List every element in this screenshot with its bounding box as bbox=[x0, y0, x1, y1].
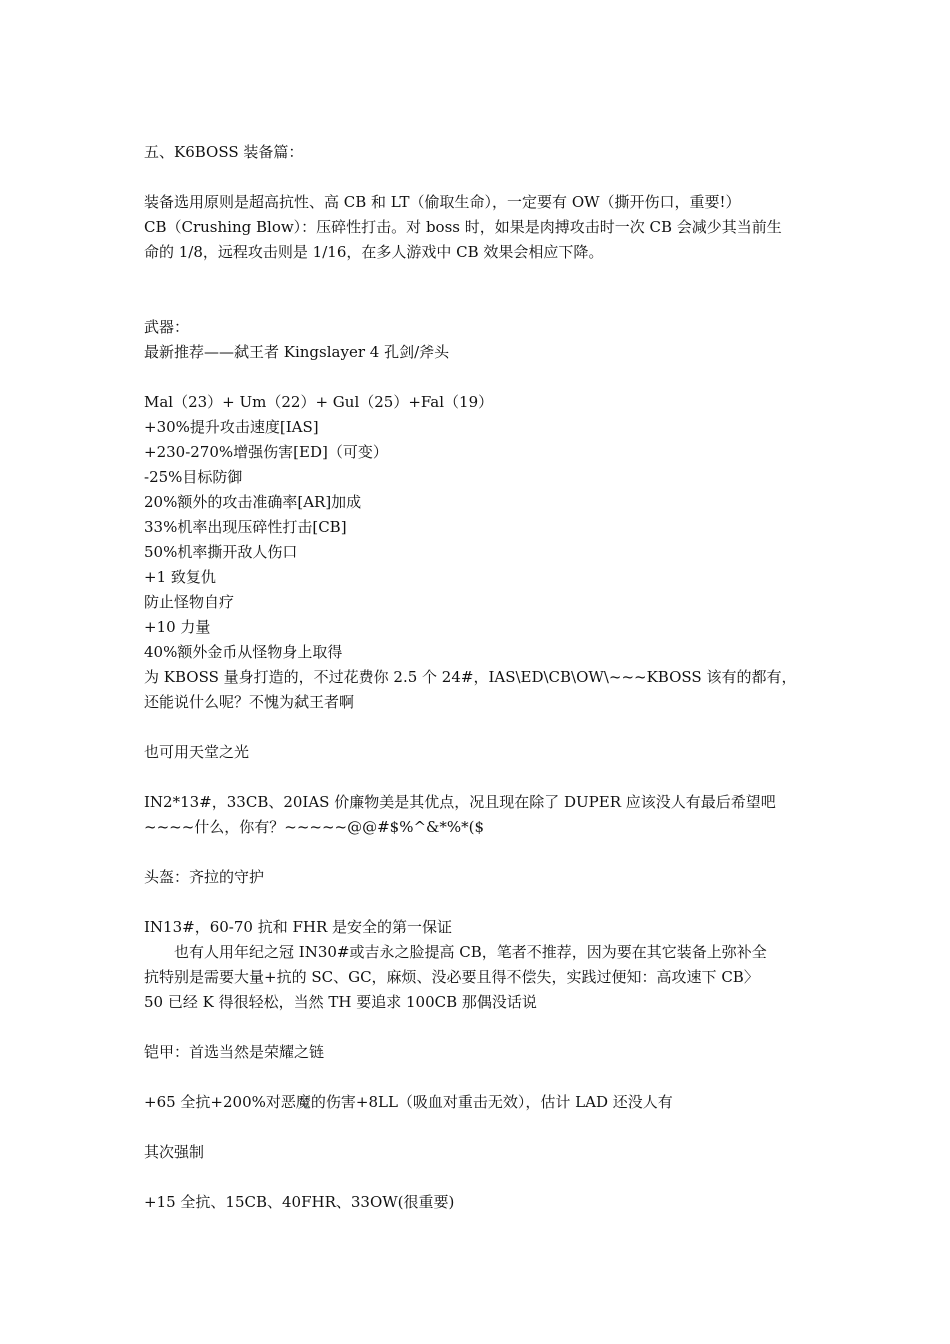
armor-second-line: +15 全抗、15CB、40FHR、33OW(很重要) bbox=[144, 1193, 455, 1211]
weapon-stat: -25%目标防御 bbox=[144, 468, 243, 486]
weapon-stat: +1 致复仇 bbox=[144, 568, 216, 586]
section-title: 五、K6BOSS 装备篇： bbox=[144, 143, 304, 161]
weapon-recommend: 最新推荐——弑王者 Kingslayer 4 孔剑/斧头 bbox=[144, 343, 450, 361]
principle-line: 命的 1/8，远程攻击则是 1/16，在多人游戏中 CB 效果会相应下降。 bbox=[144, 243, 604, 261]
alt-weapon-comment: ~~~~什么，你有？~~~~~@@#$%^&*%*($ bbox=[144, 818, 485, 836]
spacer bbox=[144, 265, 810, 315]
spacer bbox=[144, 1165, 810, 1190]
weapon-stat: +230-270%增强伤害[ED]（可变） bbox=[144, 443, 388, 461]
spacer bbox=[144, 715, 810, 740]
weapon-stat: 50%机率撕开敌人伤口 bbox=[144, 543, 298, 561]
document-body bbox=[144, 140, 810, 1215]
spacer bbox=[144, 1115, 810, 1140]
spacer bbox=[144, 1015, 810, 1040]
alt-weapon-comment: IN2*13#，33CB、20IAS 价廉物美是其优点，况且现在除了 DUPER 应该没人有最后希望吧 bbox=[144, 793, 776, 811]
helm-header: 头盔：齐拉的守护 bbox=[144, 868, 265, 886]
weapon-stat: +10 力量 bbox=[144, 618, 211, 636]
spacer bbox=[144, 165, 810, 190]
spacer bbox=[144, 840, 810, 865]
spacer bbox=[144, 765, 810, 790]
rune-recipe: Mal（23）+ Um（22）+ Gul（25）+Fal（19） bbox=[144, 393, 494, 411]
weapon-stat: 防止怪物自疗 bbox=[144, 593, 235, 611]
alt-weapon: 也可用天堂之光 bbox=[144, 743, 250, 761]
armor-second: 其次强制 bbox=[144, 1143, 205, 1161]
helm-comment: 50 已经 K 得很轻松，当然 TH 要追求 100CB 那偶没话说 bbox=[144, 993, 537, 1011]
helm-comment: 也有人用年纪之冠 IN30#或吉永之脸提高 CB，笔者不推荐，因为要在其它装备上弥补全 bbox=[174, 943, 767, 961]
helm-comment: 抗特别是需要大量+抗的 SC、GC，麻烦、没必要且得不偿失，实践过便知：高攻速下 CB〉 bbox=[144, 968, 759, 986]
armor-line: +65 全抗+200%对恶魔的伤害+8LL（吸血对重击无效），估计 LAD 还没人有 bbox=[144, 1093, 673, 1111]
weapon-stat: +30%提升攻击速度[IAS] bbox=[144, 418, 319, 436]
weapon-stat: 33%机率出现压碎性打击[CB] bbox=[144, 518, 347, 536]
spacer bbox=[144, 1065, 810, 1090]
spacer bbox=[144, 890, 810, 915]
principle-line: 装备选用原则是超高抗性、高 CB 和 LT（偷取生命），一定要有 OW（撕开伤口，重要!） bbox=[144, 193, 741, 211]
principle-line: CB（Crushing Blow）：压碎性打击。对 boss 时，如果是肉搏攻击时一次 CB 会减少其当前生 bbox=[144, 218, 782, 236]
weapon-stat: 40%额外金币从怪物身上取得 bbox=[144, 643, 343, 661]
weapon-header: 武器： bbox=[144, 318, 190, 336]
helm-line: IN13#，60-70 抗和 FHR 是安全的第一保证 bbox=[144, 918, 453, 936]
weapon-comment: 还能说什么呢？不愧为弑王者啊 bbox=[144, 693, 355, 711]
weapon-stat: 20%额外的攻击准确率[AR]加成 bbox=[144, 493, 362, 511]
spacer bbox=[144, 365, 810, 390]
weapon-comment: 为 KBOSS 量身打造的，不过花费你 2.5 个 24#，IAS\ED\CB\OW\~~~KBOSS 该有的都有， bbox=[144, 668, 797, 686]
armor-header: 铠甲：首选当然是荣耀之链 bbox=[144, 1043, 325, 1061]
